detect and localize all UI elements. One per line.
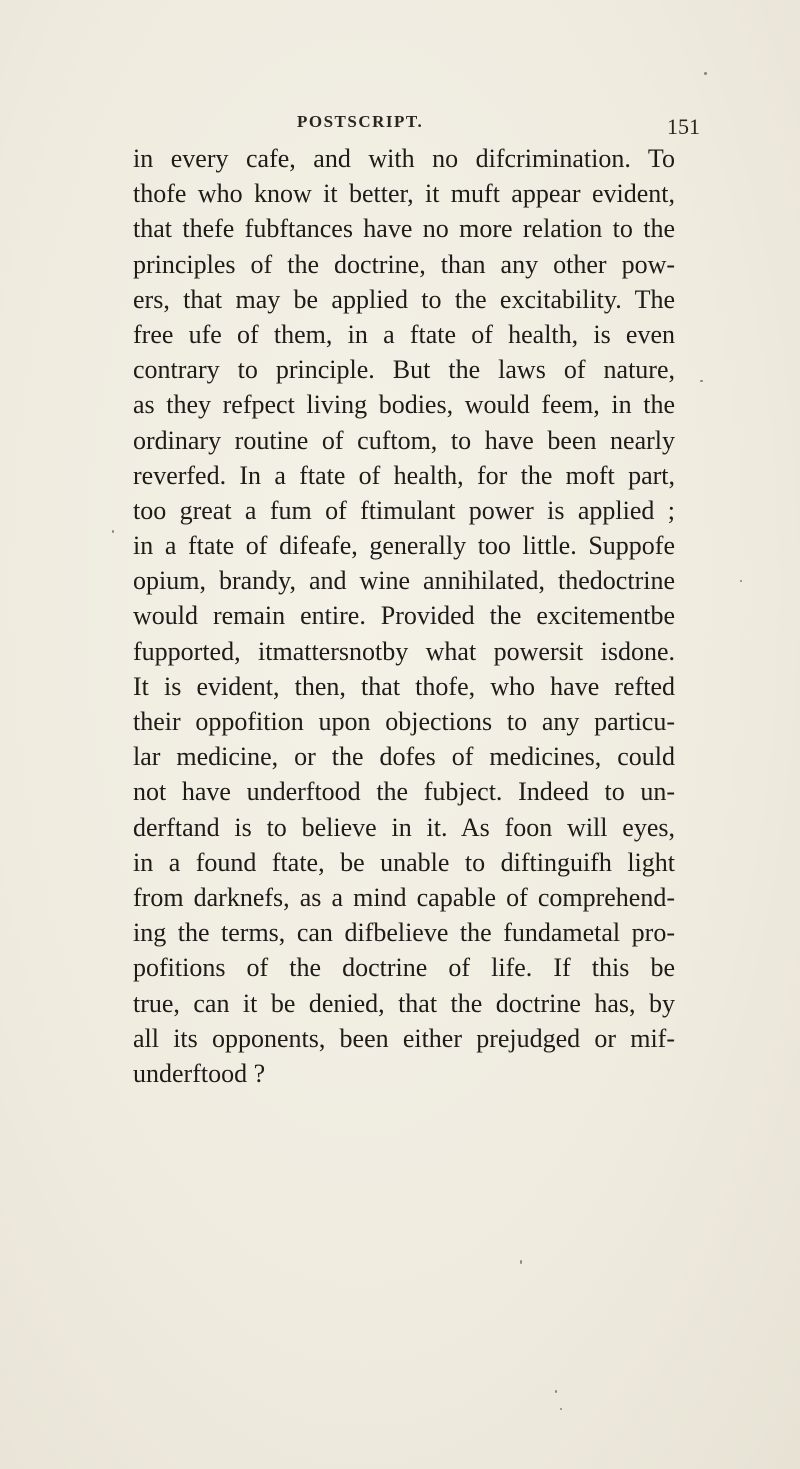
text-line: in every cafe, and with no difcrimination. To xyxy=(133,144,675,173)
running-head: POSTSCRIPT. xyxy=(297,112,424,131)
text-line: free ufe of them, in a ftate of health, is even xyxy=(133,319,675,349)
text-line: fupported, itmattersnotby what powersit isdone. xyxy=(133,636,675,666)
paper-speck xyxy=(700,380,703,382)
text-line: from darknefs, as a mind capable of comprehend- xyxy=(133,882,675,912)
text-line: principles of the doctrine, than any other pow- xyxy=(133,249,675,279)
text-line: too great a fum of ftimulant power is applied ; xyxy=(133,495,675,525)
text-line: in a ftate of difeafe, generally too little. Suppofe xyxy=(133,531,675,561)
text-line: ing the terms, can difbelieve the fundametal pro- xyxy=(133,918,675,948)
text-line: that thefe fubftances have no more relation to the xyxy=(133,214,675,244)
paper-speck xyxy=(112,530,114,533)
text-line: true, can it be denied, that the doctrine has, by xyxy=(133,988,675,1018)
paper-speck xyxy=(520,1260,522,1264)
paper-speck xyxy=(740,580,742,582)
text-line: lar medicine, or the dofes of medicines, could xyxy=(133,742,675,772)
text-line: would remain entire. Provided the excitementbe xyxy=(133,601,675,631)
text-line: their oppofition upon objections to any particu- xyxy=(133,707,675,736)
text-line: opium, brandy, and wine annihilated, thedoctrine xyxy=(133,566,675,596)
text-line: It is evident, then, that thofe, who have refted xyxy=(133,671,675,701)
text-line: underftood ? xyxy=(133,1058,266,1088)
text-line: not have underftood the fubject. Indeed to un- xyxy=(133,777,675,807)
text-line: ers, that may be applied to the excitability. The xyxy=(133,284,675,314)
body-text xyxy=(133,141,675,1091)
paper-speck xyxy=(560,1408,562,1410)
text-line: as they refpect living bodies, would feem, in the xyxy=(133,390,675,420)
page-header xyxy=(0,112,800,142)
text-line: reverfed. In a ftate of health, for the moft part, xyxy=(133,460,675,490)
text-line: pofitions of the doctrine of life. If this be xyxy=(133,953,675,983)
page-number: 151 xyxy=(667,114,700,139)
text-line: contrary to principle. But the laws of nature, xyxy=(133,355,675,385)
paper-speck xyxy=(555,1390,557,1393)
paper-speck xyxy=(704,72,707,75)
text-line: ordinary routine of cuftom, to have been nearly xyxy=(133,425,675,455)
text-line: in a found ftate, be unable to diftinguifh light xyxy=(133,847,675,877)
text-line: all its opponents, been either prejudged or mif- xyxy=(133,1023,675,1053)
text-line: thofe who know it better, it muft appear evident, xyxy=(133,179,675,209)
text-line: derftand is to believe in it. As foon will eyes, xyxy=(133,812,675,842)
